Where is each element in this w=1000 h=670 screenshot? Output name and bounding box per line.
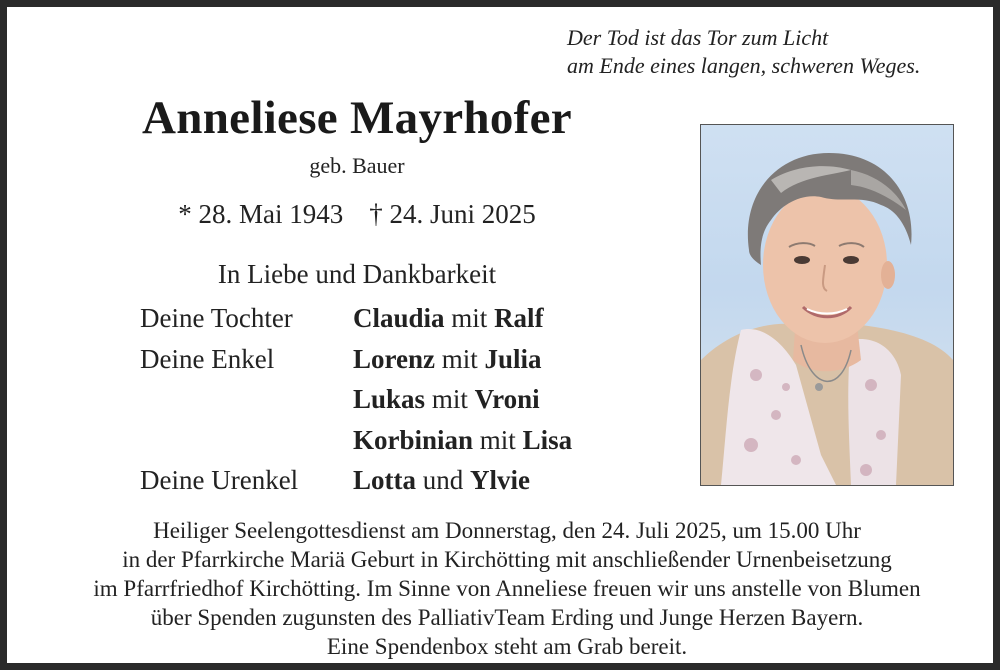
conjunction: mit [451,303,488,333]
motto-quote [567,24,987,80]
birth-date: * 28. Mai 1943 [178,199,344,229]
death-date: † 24. Juni 2025 [369,199,536,229]
mourner-row [140,298,572,339]
relation-label: Deine Tochter [140,303,293,333]
partner-name: Julia [484,343,542,374]
portrait-photo [700,124,954,486]
mourner-row [140,460,572,501]
conjunction: und [422,465,464,495]
mourner-name: Claudia [353,303,445,333]
maiden-name: geb. Bauer [309,153,405,178]
partner-name: Vroni [474,384,540,414]
conjunction: mit [441,343,478,374]
deceased-name: Anneliese Mayrhofer [142,92,572,144]
mourner-row [140,420,572,461]
relation-label: Deine Enkel [140,343,275,374]
dedication-line: In Liebe und Dankbarkeit [217,259,497,289]
partner-name: Ylvie [470,465,530,495]
relation-label: Deine Urenkel [140,465,299,495]
life-dates [67,199,647,230]
mourner-row [140,379,572,420]
mourner-name: Lotta [353,465,416,495]
partner-name: Lisa [522,424,573,455]
mourner-name: Lorenz [353,343,435,374]
partner-name: Ralf [494,303,544,333]
portrait-illustration [701,125,953,485]
mourner-row [140,339,572,380]
notice-line: im Pfarrfriedhof Kirchötting. Im Sinne von Anneliese freuen wir uns anstelle von Blumen [93,576,921,601]
service-notice [27,516,987,661]
mourner-name: Lukas [353,384,426,414]
conjunction: mit [431,384,468,414]
notice-line: über Spenden zugunsten des PalliativTeam Erding und Junge Herzen Bayern. [150,605,864,630]
notice-line: Eine Spendenbox steht am Grab bereit. [326,634,688,659]
motto-line: am Ende eines langen, schweren Weges. [567,53,921,78]
notice-line: Heiliger Seelengottesdienst am Donnerstag, den 24. Juli 2025, um 15.00 Uhr [153,518,861,543]
notice-line: in der Pfarrkirche Mariä Geburt in Kirchötting mit anschließender Urnenbeisetzung [122,547,892,572]
motto-line: Der Tod ist das Tor zum Licht [567,25,829,50]
mourners-list [140,298,572,501]
mourner-name: Korbinian [353,424,474,455]
conjunction: mit [479,424,516,455]
